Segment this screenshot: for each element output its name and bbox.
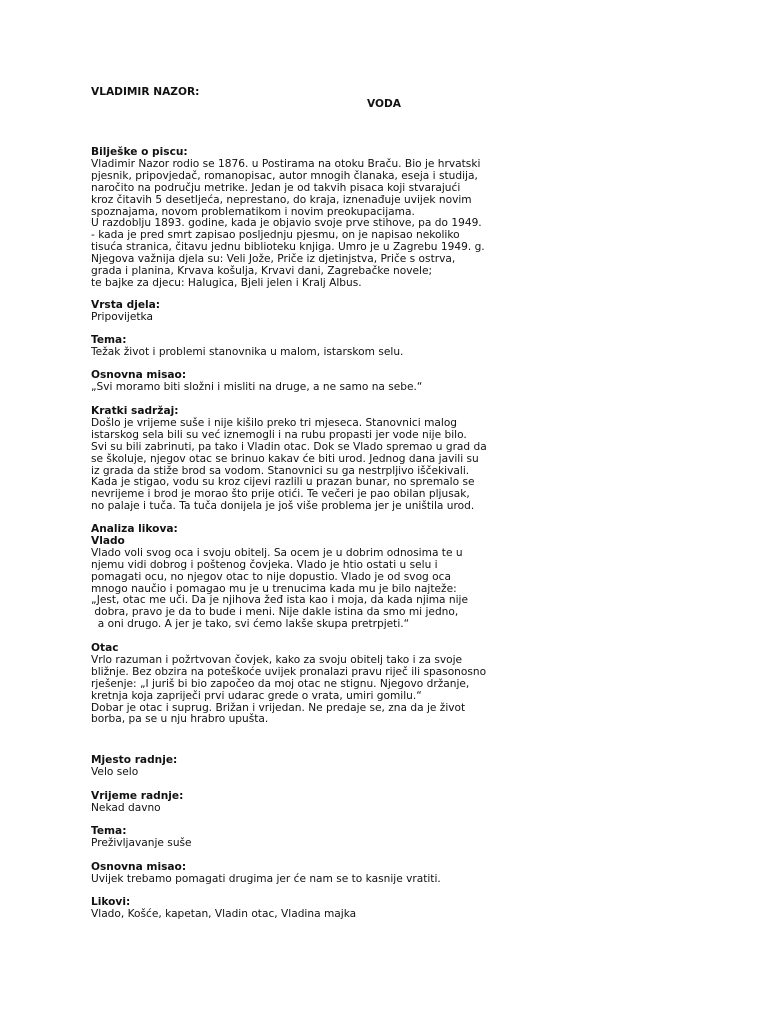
text-line: mnogo naučio i pomagao mu je u trenucima kada mu je bilo najteže: xyxy=(91,582,457,595)
text-line: Došlo je vrijeme suše i nije kišilo preko tri mjeseca. Stanovnici malog xyxy=(91,416,458,429)
author-heading xyxy=(91,87,511,99)
text-line: rješenje: „I juriš bi bio započeo da moj otac ne stignu. Njegovo držanje, xyxy=(91,677,470,690)
section-heading: Vrijeme radnje: xyxy=(91,790,184,802)
subsection-heading: Vlado xyxy=(91,534,125,547)
text-line: dobra, pravo je da to bude i meni. Nije dakle istina da smo mi jedno, xyxy=(91,606,459,619)
theme2-section xyxy=(91,826,511,850)
idea2-section xyxy=(91,862,511,886)
text-line: Vlado voli svog oca i svoju obitelj. Sa ocem je u dobrim odnosima te u xyxy=(91,546,463,559)
text-line: Preživljavanje suše xyxy=(91,836,192,849)
section-heading: Vrsta djela: xyxy=(91,299,161,311)
theme-section xyxy=(91,335,511,359)
text-line: tisuća stranica, čitavu jednu biblioteku knjiga. Umro je u Zagrebu 1949. g. xyxy=(91,241,485,254)
text-line: Vladimir Nazor rodio se 1876. u Postirama na otoku Braču. Bio je hrvatski xyxy=(91,157,481,170)
text-line: grada i planina, Krvava košulja, Krvavi dani, Zagrebačke novele; xyxy=(91,265,433,278)
section-heading: Osnovna misao: xyxy=(91,369,187,381)
text-line: njemu vidi dobrog i poštenog čovjeka. Vlado je htio ostati u selu i xyxy=(91,558,438,571)
document-title: VODA xyxy=(367,98,402,110)
section-heading: Tema: xyxy=(91,825,127,837)
title-block xyxy=(367,99,467,111)
text-line: naročito na području metrike. Jedan je od takvih pisaca koji stvarajući xyxy=(91,181,461,194)
text-line: Kada je stigao, vodu su kroz cijevi razlili u prazan bunar, no spremalo se xyxy=(91,476,475,489)
summary-section xyxy=(91,406,511,513)
text-line: nevrijeme i brod je morao što prije otići. Te večeri je pao obilan pljusak, xyxy=(91,488,470,501)
author-name: VLADIMIR NAZOR: xyxy=(91,86,200,98)
text-line: te bajke za djecu: Halugica, Bjeli jelen i Kralj Albus. xyxy=(91,276,362,289)
bio-section xyxy=(91,147,511,290)
text-line: no palaje i tuča. Ta tuča donijela je još više problema jer je uništila urod. xyxy=(91,500,475,513)
section-heading: Mjesto radnje: xyxy=(91,754,178,766)
text-line: - kada je pred smrt zapisao posljednju pjesmu, on je napisao nekoliko xyxy=(91,229,460,242)
place-section xyxy=(91,755,511,779)
text-line: borba, pa se u nju hrabro upušta. xyxy=(91,713,269,726)
time-section xyxy=(91,791,511,815)
text-line: iz grada da stiže brod sa vodom. Stanovnici su ga nestrpljivo iščekivali. xyxy=(91,464,470,477)
text-line: „Svi moramo biti složni i misliti na druge, a ne samo na sebe.“ xyxy=(91,380,423,393)
text-line: Velo selo xyxy=(91,765,139,778)
text-line: spoznajama, novom problematikom i novim preokupacijama. xyxy=(91,205,415,218)
section-heading: Tema: xyxy=(91,334,127,346)
text-line: pomagati ocu, no njegov otac to nije dopustio. Vlado je od svog oca xyxy=(91,570,451,583)
text-line: kretnja koja zapriječi prvi udarac grede o vrata, umiri gomilu.“ xyxy=(91,689,422,702)
section-heading: Bilješke o piscu: xyxy=(91,146,188,158)
text-line: pjesnik, pripovjedač, romanopisac, autor mnogih članaka, eseja i studija, xyxy=(91,169,478,182)
text-line: „Jest, otac me uči. Da je njihova žeđ ista kao i moja, da kada njima nije xyxy=(91,594,469,607)
text-line: bližnje. Bez obzira na poteškoće uvijek pronalazi pravu riječ ili spasonosno xyxy=(91,665,487,678)
subsection-heading: Otac xyxy=(91,642,119,654)
text-line: Svi su bili zabrinuti, pa tako i Vladin otac. Dok se Vlado spremao u grad da xyxy=(91,440,487,453)
section-heading: Osnovna misao: xyxy=(91,861,187,873)
text-line: Težak život i problemi stanovnika u malom, istarskom selu. xyxy=(91,345,404,358)
section-heading: Kratki sadržaj: xyxy=(91,405,179,417)
text-line: Pripovijetka xyxy=(91,310,153,323)
analysis-section xyxy=(91,524,511,631)
idea-section xyxy=(91,370,511,394)
otac-section xyxy=(91,643,511,726)
text-line: kroz čitavih 5 desetljeća, neprestano, do kraja, iznenađuje uvijek novim xyxy=(91,193,472,206)
text-line: Njegova važnija djela su: Veli Jože, Priče iz djetinjstva, Priče s ostrva, xyxy=(91,253,456,266)
characters-section xyxy=(91,897,511,921)
text-line: Nekad davno xyxy=(91,801,161,814)
text-line: a oni drugo. A jer je tako, svi ćemo lakše skupa pretrpjeti.“ xyxy=(91,618,410,631)
text-line: U razdoblju 1893. godine, kada je objavio svoje prve stihove, pa do 1949. xyxy=(91,217,482,230)
text-line: se školuje, njegov otac se brinuo kakav će biti urod. Jednog dana javili su xyxy=(91,452,479,465)
text-line: Dobar je otac i suprug. Brižan i vrijedan. Ne predaje se, zna da je život xyxy=(91,701,466,714)
text-line: Uvijek trebamo pomagati drugima jer će nam se to kasnije vratiti. xyxy=(91,872,441,885)
text-line: istarskog sela bili su već iznemogli i na rubu propasti jer vode nije bilo. xyxy=(91,428,467,441)
section-heading: Likovi: xyxy=(91,896,131,908)
genre-section xyxy=(91,300,511,324)
section-heading: Analiza likova: xyxy=(91,523,178,535)
text-line: Vlado, Košće, kapetan, Vladin otac, Vladina majka xyxy=(91,907,357,920)
text-line: Vrlo razuman i požrtvovan čovjek, kako za svoju obitelj tako i za svoje xyxy=(91,653,463,666)
